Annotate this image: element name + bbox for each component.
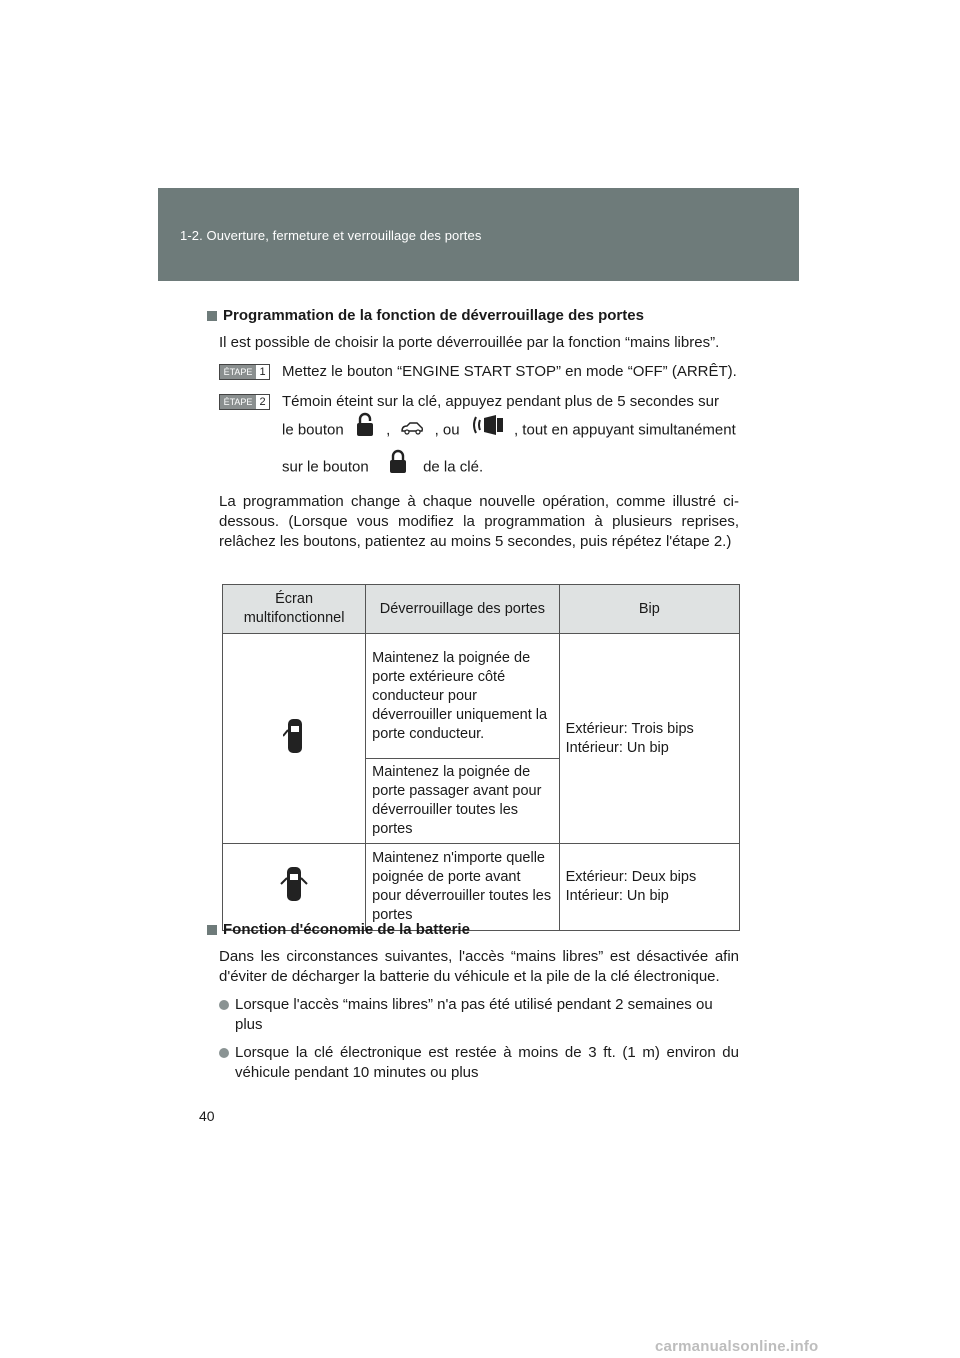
table-row <box>223 844 740 931</box>
table-cell: Extérieur: Deux bips Intérieur: Un bip <box>559 844 739 931</box>
table-cell: Maintenez la poignée de porte extérieure côté conducteur pour déverrouiller uniquement la porte conducteur. <box>366 634 560 759</box>
table-row <box>223 634 740 759</box>
bullet-dot-icon <box>219 1048 229 1058</box>
step-2-sep-2: , ou <box>434 421 460 439</box>
step-2-text-c: sur le bouton <box>282 458 369 476</box>
watermark: carmanualsonline.info <box>655 1338 819 1355</box>
table-header: Bip <box>559 585 739 634</box>
table-header: Déverrouillage des portes <box>366 585 560 634</box>
lock-button-icon <box>354 412 376 449</box>
unlock-button-icon <box>387 449 409 486</box>
section-heading <box>207 920 739 940</box>
section-heading-text: Fonction d'économie de la batterie <box>223 921 470 938</box>
table-cell: Maintenez la poignée de porte passager avant pour déverrouiller toutes les portes <box>366 759 560 844</box>
panic-alarm-icon <box>470 412 504 449</box>
chapter-header <box>158 188 799 281</box>
list-item-text: Lorsque la clé électronique est restée à moins de 3 ft. (1 m) environ du véhicule pendant 10 minutes ou plus <box>235 1044 739 1081</box>
square-bullet-icon <box>207 925 217 935</box>
table-cell <box>223 844 366 931</box>
bullet-list <box>207 995 739 1083</box>
driver-door-car-icon <box>283 744 305 760</box>
step-badge <box>219 364 270 380</box>
step-badge-label: ÉTAPE <box>220 395 256 409</box>
section-title: 1-2. Ouverture, fermeture et verrouillage des portes <box>180 228 482 243</box>
square-bullet-icon <box>207 311 217 321</box>
table-cell: Extérieur: Trois bips Intérieur: Un bip <box>559 634 739 844</box>
step-badge <box>219 394 270 410</box>
battery-paragraph: Dans les circonstances suivantes, l'accès “mains libres” est désactivée afin d'éviter de décharger la batterie du véhicule et la pile de la clé électronique. <box>219 948 739 985</box>
all-doors-car-icon <box>280 892 308 908</box>
step-2-text-a: le bouton <box>282 421 344 439</box>
page-number: 40 <box>199 1108 215 1124</box>
table-header: Écran multifonctionnel <box>223 585 366 634</box>
bullet-dot-icon <box>219 1000 229 1010</box>
step-2-text-b: , tout en appuyant simultanément <box>513 421 736 439</box>
step-2-line-2 <box>282 412 739 449</box>
table-header-row <box>223 585 740 634</box>
intro-paragraph: Il est possible de choisir la porte déverrouillée par la fonction “mains libres”. <box>219 334 720 351</box>
step-2-line-1: Témoin éteint sur la clé, appuyez pendant plus de 5 secondes sur <box>282 393 719 410</box>
table-cell: Maintenez n'importe quelle poignée de porte avant pour déverrouiller toutes les portes <box>366 844 560 931</box>
step-2-text-d: de la clé. <box>423 458 484 476</box>
list-item <box>207 995 739 1035</box>
step-1 <box>207 362 739 382</box>
step-badge-number: 1 <box>256 365 269 379</box>
section-heading-text: Programmation de la fonction de déverrouillage des portes <box>223 307 644 324</box>
table-cell <box>223 634 366 844</box>
page-content <box>207 306 739 552</box>
step-1-text: Mettez le bouton “ENGINE START STOP” en mode “OFF” (ARRÊT). <box>282 363 737 380</box>
list-item-text: Lorsque l'accès “mains libres” n'a pas été utilisé pendant 2 semaines ou plus <box>235 996 713 1033</box>
body-paragraph: La programmation change à chaque nouvelle opération, comme illustré ci-dessous. (Lorsque vous modifiez la programmation à plusieurs reprises, relâchez les boutons, patientez au moins 5 secondes, puis répétez l'étape 2.) <box>219 493 739 550</box>
section-heading <box>207 306 739 326</box>
programming-table <box>222 584 740 931</box>
step-badge-label: ÉTAPE <box>220 365 256 379</box>
list-item <box>207 1043 739 1083</box>
car-icon <box>400 416 424 446</box>
battery-section <box>207 920 739 1083</box>
step-2-line-3 <box>282 449 739 486</box>
step-2-sep-1: , <box>386 421 391 439</box>
step-2 <box>207 392 739 486</box>
step-badge-number: 2 <box>256 395 269 409</box>
